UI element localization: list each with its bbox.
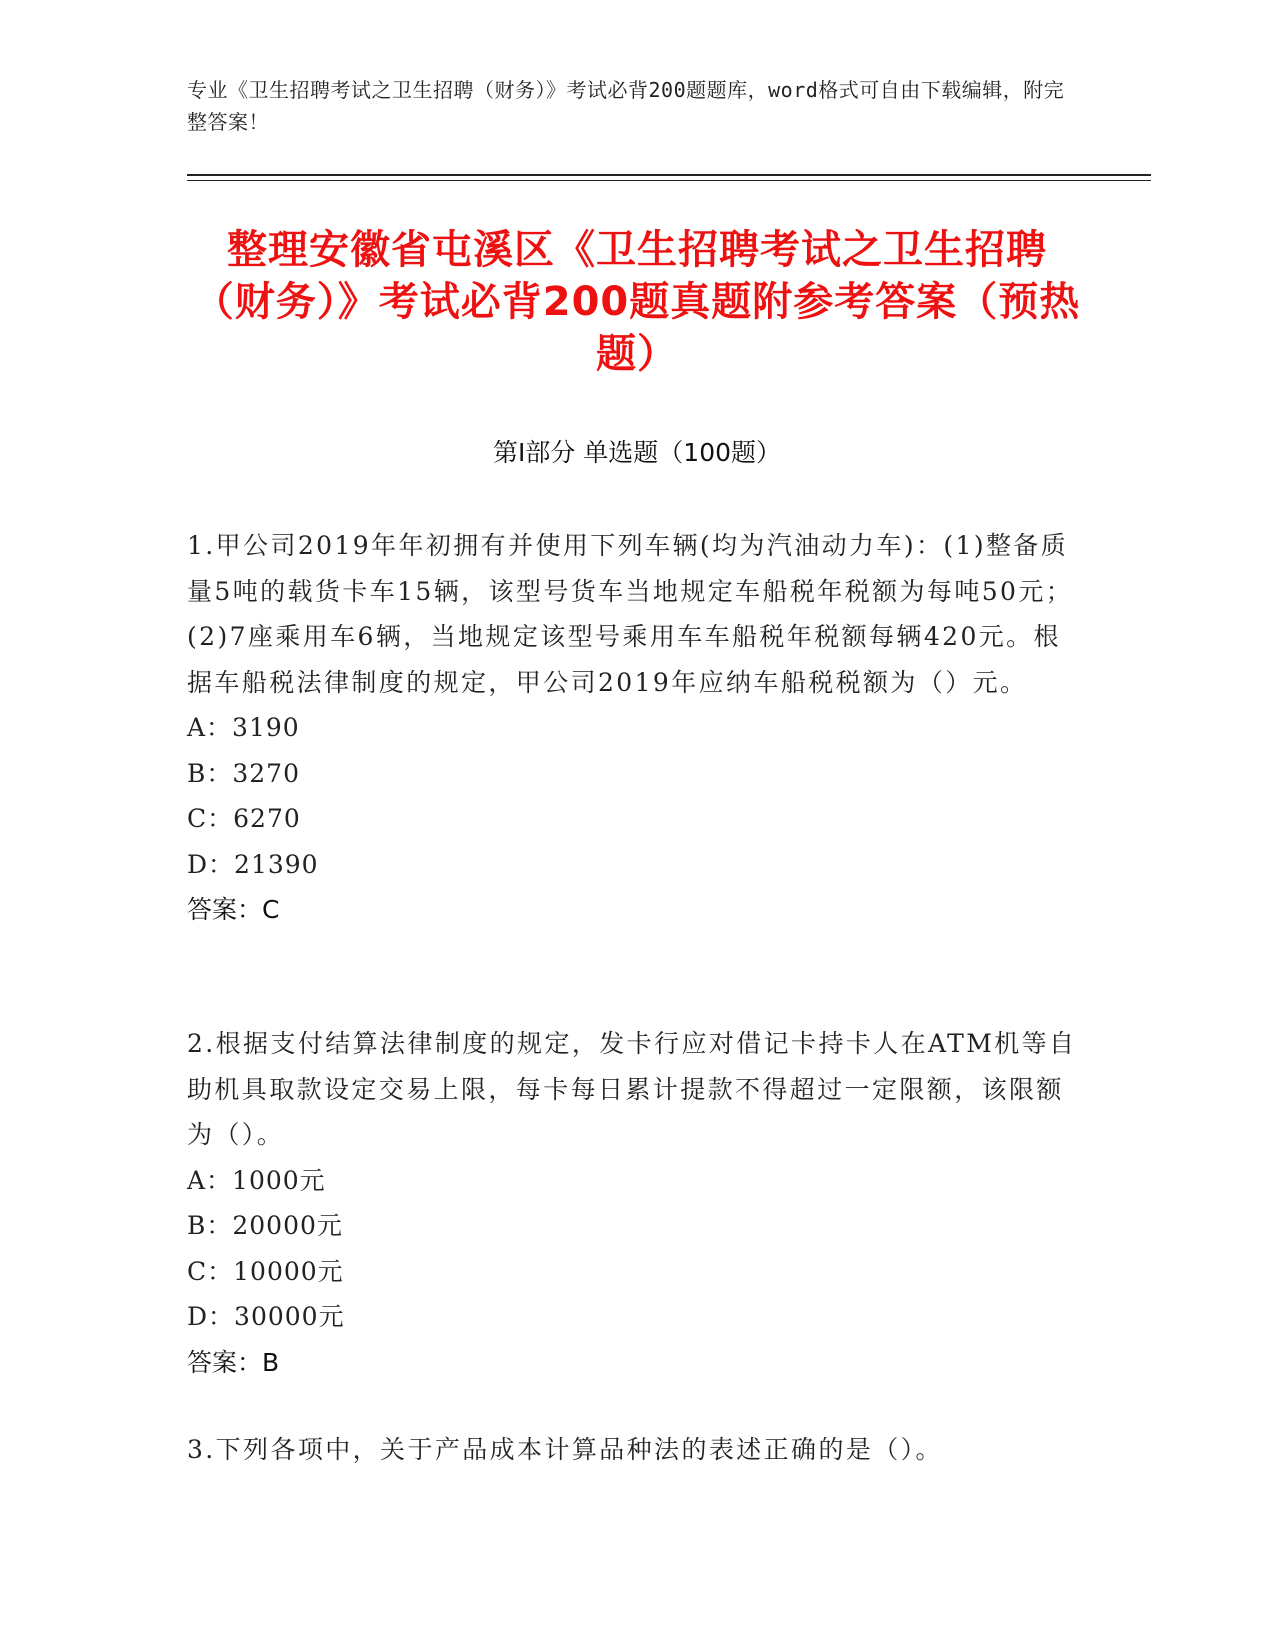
document-title: 整理安徽省屯溪区《卫生招聘考试之卫生招聘（财务）》考试必背200题真题附参考答案（预热题） bbox=[193, 227, 1081, 377]
question-1 bbox=[187, 523, 1087, 933]
option-d: D：30000元 bbox=[187, 1302, 345, 1331]
header-note: 专业《卫生招聘考试之卫生招聘（财务）》考试必背200题题库，word格式可自由下载编辑，附完整答案！ bbox=[187, 78, 1065, 134]
question-stem: 1.甲公司2019年年初拥有并使用下列车辆(均为汽油动力车)：(1)整备质量5吨的载货卡车15辆，该型号货车当地规定车船税年税额为每吨50元；(2)7座乘用车6辆，当地规定该型号乘用车车船税年税额每辆420元。根据车船税法律制度的规定，甲公司2019年应纳车船税税额为（）元。 bbox=[187, 531, 1074, 697]
option-c: C：6270 bbox=[187, 804, 301, 833]
option-b: B：3270 bbox=[187, 758, 300, 788]
header-divider-thick bbox=[187, 174, 1151, 176]
question-2 bbox=[187, 1021, 1087, 1385]
question-stem: 3.下列各项中，关于产品成本计算品种法的表述正确的是（）。 bbox=[187, 1435, 943, 1464]
answer-line: 答案：C bbox=[187, 895, 280, 924]
option-c: C：10000元 bbox=[187, 1256, 344, 1286]
option-a: A：3190 bbox=[187, 713, 300, 742]
option-b: B：20000元 bbox=[187, 1211, 343, 1240]
question-stem: 2.根据支付结算法律制度的规定，发卡行应对借记卡持卡人在ATM机等自助机具取款设定交易上限，每卡每日累计提款不得超过一定限额，该限额为（）。 bbox=[187, 1029, 1077, 1149]
option-a: A：1000元 bbox=[187, 1165, 326, 1195]
option-d: D：21390 bbox=[187, 849, 319, 879]
question-3 bbox=[187, 1427, 1087, 1473]
section-heading: 第I部分 单选题（100题） bbox=[492, 438, 782, 467]
header-divider-thin bbox=[187, 180, 1151, 181]
answer-line: 答案：B bbox=[187, 1347, 280, 1377]
